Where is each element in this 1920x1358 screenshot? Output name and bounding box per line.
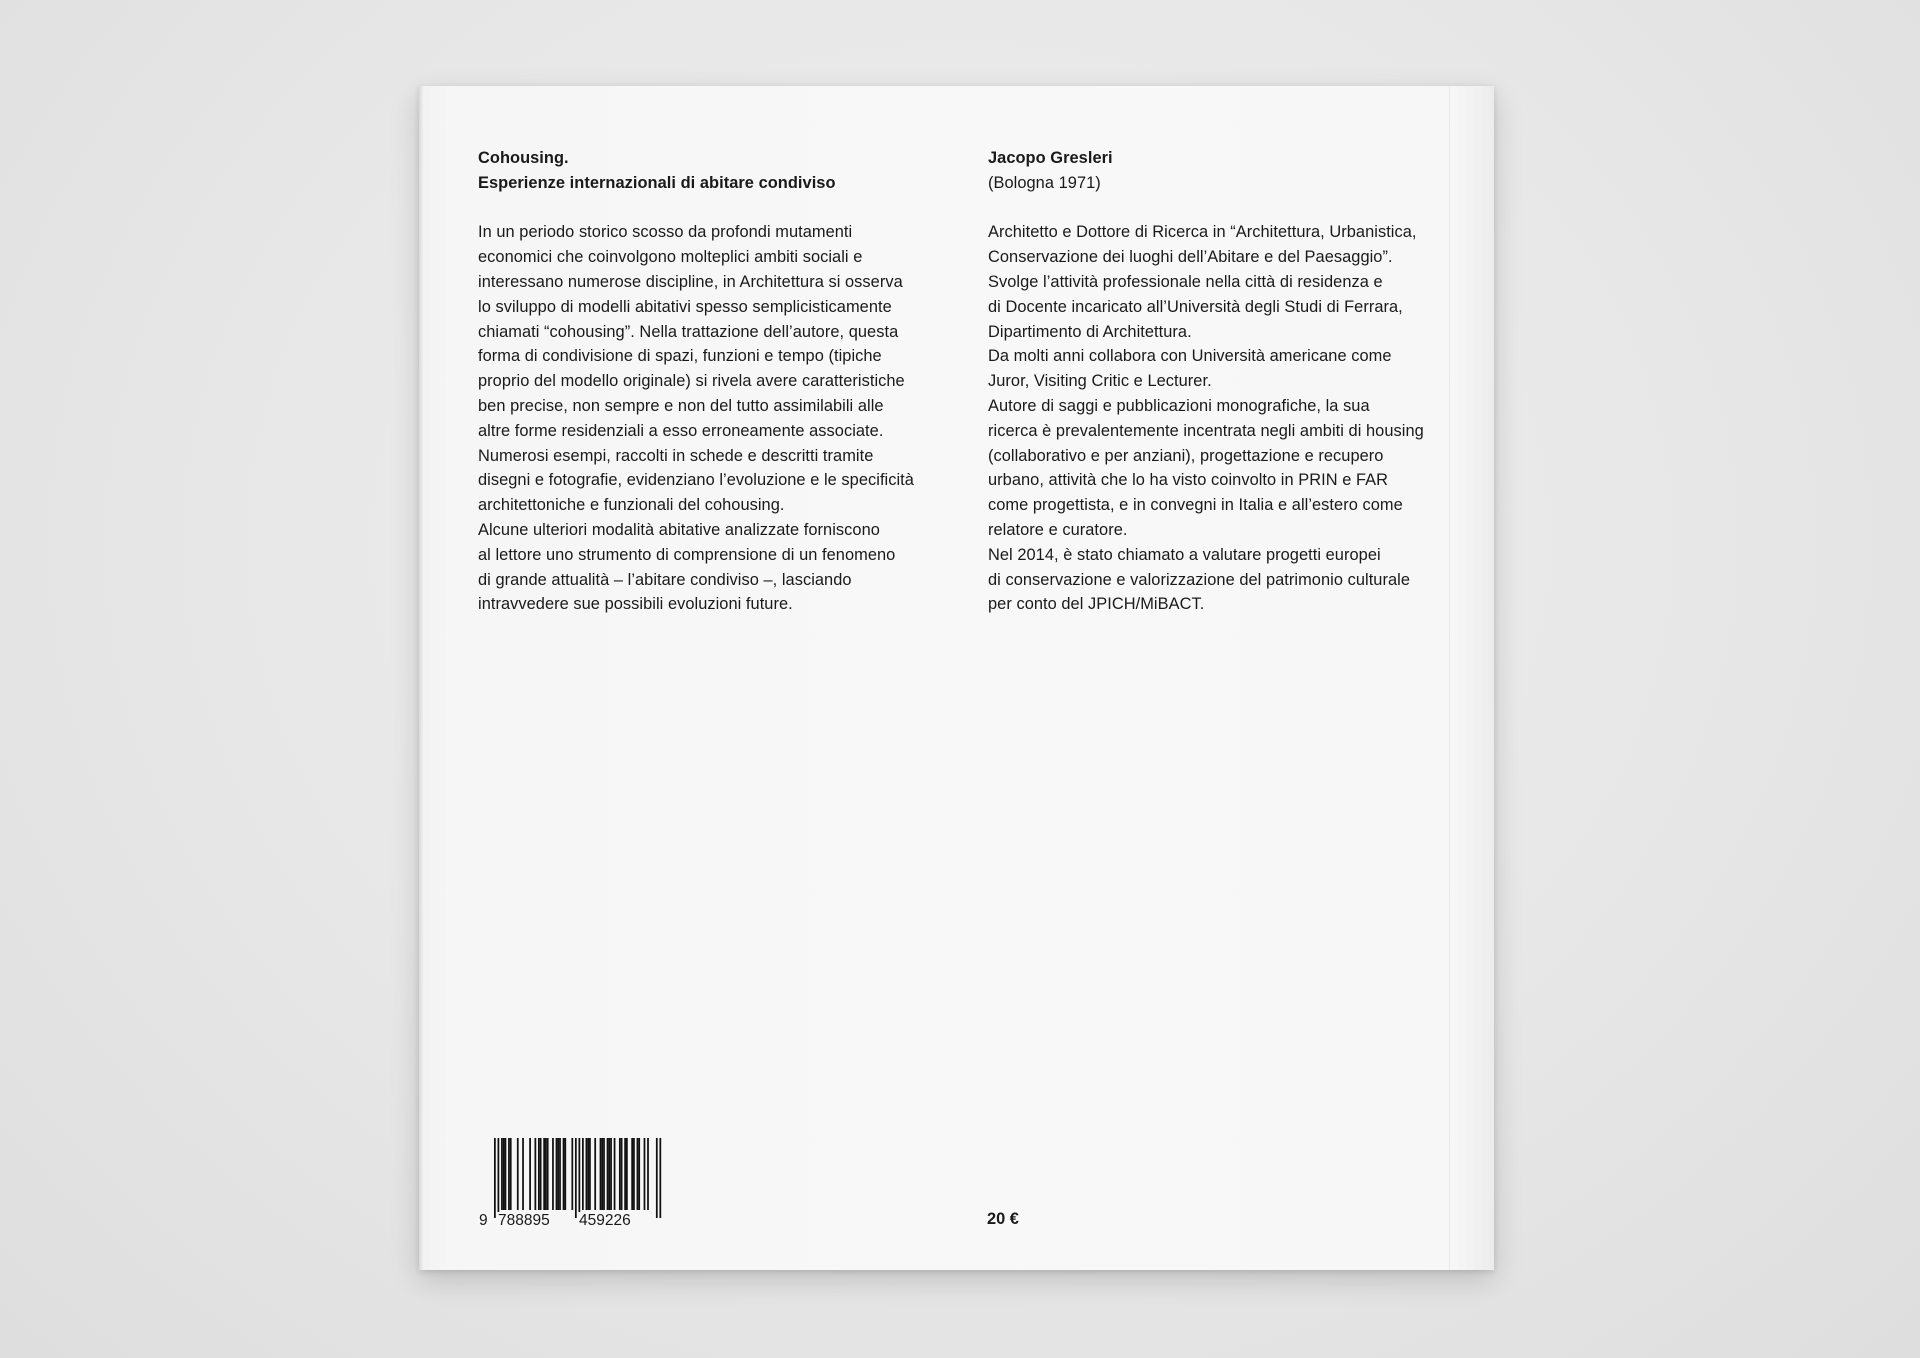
barcode-bar [594, 1138, 596, 1210]
book-description-column [478, 146, 948, 617]
barcode-bar [587, 1138, 589, 1210]
barcode-bar [586, 1138, 588, 1210]
barcode-bar [589, 1138, 591, 1210]
barcode-bar [559, 1138, 561, 1210]
barcode-bar [644, 1138, 646, 1210]
barcode-bar [575, 1138, 577, 1218]
bio-line: come progettista, e in convegni in Italia e all’estero come [988, 496, 1403, 515]
barcode-bar [494, 1138, 496, 1218]
barcode-bar [543, 1138, 545, 1210]
isbn-number [478, 1212, 662, 1230]
description-line: al lettore uno strumento di comprensione di un fenomeno [478, 545, 896, 564]
barcode-bar [631, 1138, 633, 1210]
barcode-bar [538, 1138, 540, 1210]
author-name: Jacopo Gresleri [988, 149, 1113, 167]
barcode-bar [607, 1138, 609, 1210]
barcode-bar [545, 1138, 547, 1210]
barcode-bar [498, 1138, 500, 1218]
barcode-bar [633, 1138, 635, 1210]
bio-line: urbano, attività che lo ha visto coinvolto in PRIN e FAR [988, 471, 1389, 490]
barcode-bar [619, 1138, 621, 1210]
description-line: forma di condivisione di spazi, funzioni e tempo (tipiche [478, 347, 882, 366]
description-line: altre forme residenziali a esso erroneamente associate. [478, 421, 884, 440]
book-subtitle: Esperienze internazionali di abitare condiviso [478, 173, 836, 192]
barcode-bar [626, 1138, 628, 1210]
barcode-bar [529, 1138, 531, 1210]
author-bio [988, 220, 1458, 617]
bio-line: Autore di saggi e pubblicazioni monografiche, la sua [988, 396, 1370, 415]
description-line: intravvedere sue possibili evoluzioni future. [478, 595, 793, 614]
description-line: proprio del modello originale) si rivela avere caratteristiche [478, 372, 905, 391]
bio-line: (collaborativo e per anziani), progettazione e recupero [988, 446, 1384, 465]
barcode-bar [656, 1138, 658, 1218]
bio-line: Conservazione dei luoghi dell’Abitare e del Paesaggio”. [988, 248, 1393, 267]
isbn-first-digit: 9 [479, 1212, 488, 1229]
description-line: di grande attualità – l’abitare condiviso –, lasciando [478, 570, 852, 589]
barcode-bar [624, 1138, 626, 1210]
barcode-bar [647, 1138, 649, 1210]
book-title: Cohousing. [478, 149, 569, 167]
isbn-barcode [478, 1138, 662, 1230]
barcode-bar [571, 1138, 573, 1210]
barcode-bar [610, 1138, 612, 1210]
description-line: Numerosi esempi, raccolti in schede e descritti tramite [478, 446, 874, 465]
bio-line: Da molti anni collabora con Università americane come [988, 347, 1392, 366]
bio-line: di conservazione e valorizzazione del patrimonio culturale [988, 570, 1410, 589]
barcode-bar [601, 1138, 603, 1210]
barcode-bar [614, 1138, 616, 1210]
description-line: In un periodo storico scosso da profondi mutamenti [478, 223, 853, 242]
isbn-group-1: 788895 [498, 1212, 550, 1229]
description-line: architettoniche e funzionali del cohousing. [478, 496, 785, 515]
barcode-bar [608, 1138, 610, 1210]
bio-line: per conto del JPICH/MiBACT. [988, 595, 1205, 614]
barcode-bar [505, 1138, 507, 1210]
book-description [478, 220, 948, 617]
barcode-bar [534, 1138, 536, 1210]
barcode-bar [556, 1138, 558, 1210]
author-birth: (Bologna 1971) [988, 173, 1101, 192]
barcode-bar [564, 1138, 566, 1210]
barcode-bar [582, 1138, 584, 1210]
barcode-bar [621, 1138, 623, 1210]
book-back-cover [419, 86, 1494, 1270]
description-line: disegni e fotografie, evidenziano l’evoluzione e le specificità [478, 471, 914, 490]
description-line: economici che coinvolgono molteplici ambiti sociali e [478, 248, 863, 267]
barcode-bar [603, 1138, 605, 1210]
description-line: ben precise, non sempre e non del tutto assimilabili alle [478, 396, 884, 415]
barcode-bar [557, 1138, 559, 1210]
bio-line: Svolge l’attività professionale nella città di residenza e [988, 272, 1383, 291]
author-bio-column [988, 146, 1458, 617]
bio-line: Dipartimento di Architettura. [988, 322, 1192, 341]
barcode-bar [600, 1138, 602, 1210]
bio-line: Juror, Visiting Critic e Lecturer. [988, 372, 1212, 391]
barcode-bar [563, 1138, 565, 1210]
bio-line: Architetto e Dottore di Ricerca in “Architettura, Urbanistica, [988, 223, 1417, 242]
barcode-bar [637, 1138, 639, 1210]
barcode-bar [547, 1138, 549, 1210]
bio-line: Nel 2014, è stato chiamato a valutare progetti europei [988, 545, 1381, 564]
description-line: lo sviluppo di modelli abitativi spesso semplicisticamente [478, 297, 892, 316]
barcode-bar [522, 1138, 524, 1210]
barcode-bar [503, 1138, 505, 1210]
barcode-bars [478, 1138, 662, 1218]
description-line: interessano numerose discipline, in Architettura si osserva [478, 272, 903, 291]
isbn-group-2: 459226 [579, 1212, 631, 1229]
bio-line: relatore e curatore. [988, 520, 1128, 539]
barcode-bar [638, 1138, 640, 1210]
barcode-bar [510, 1138, 512, 1210]
price-label: 20 € [987, 1210, 1019, 1228]
description-line: chiamati “cohousing”. Nella trattazione dell’autore, questa [478, 322, 899, 341]
barcode-bar [501, 1138, 503, 1210]
barcode-bar [517, 1138, 519, 1210]
bio-line: ricerca è prevalentemente incentrata negli ambiti di housing [988, 421, 1424, 440]
barcode-bar [659, 1138, 661, 1218]
barcode-bar [508, 1138, 510, 1210]
barcode-bar [552, 1138, 554, 1210]
barcode-bar [578, 1138, 580, 1218]
bio-line: di Docente incaricato all’Università degli Studi di Ferrara, [988, 297, 1403, 316]
description-line: Alcune ulteriori modalità abitative analizzate forniscono [478, 520, 880, 539]
barcode-bar [540, 1138, 542, 1210]
